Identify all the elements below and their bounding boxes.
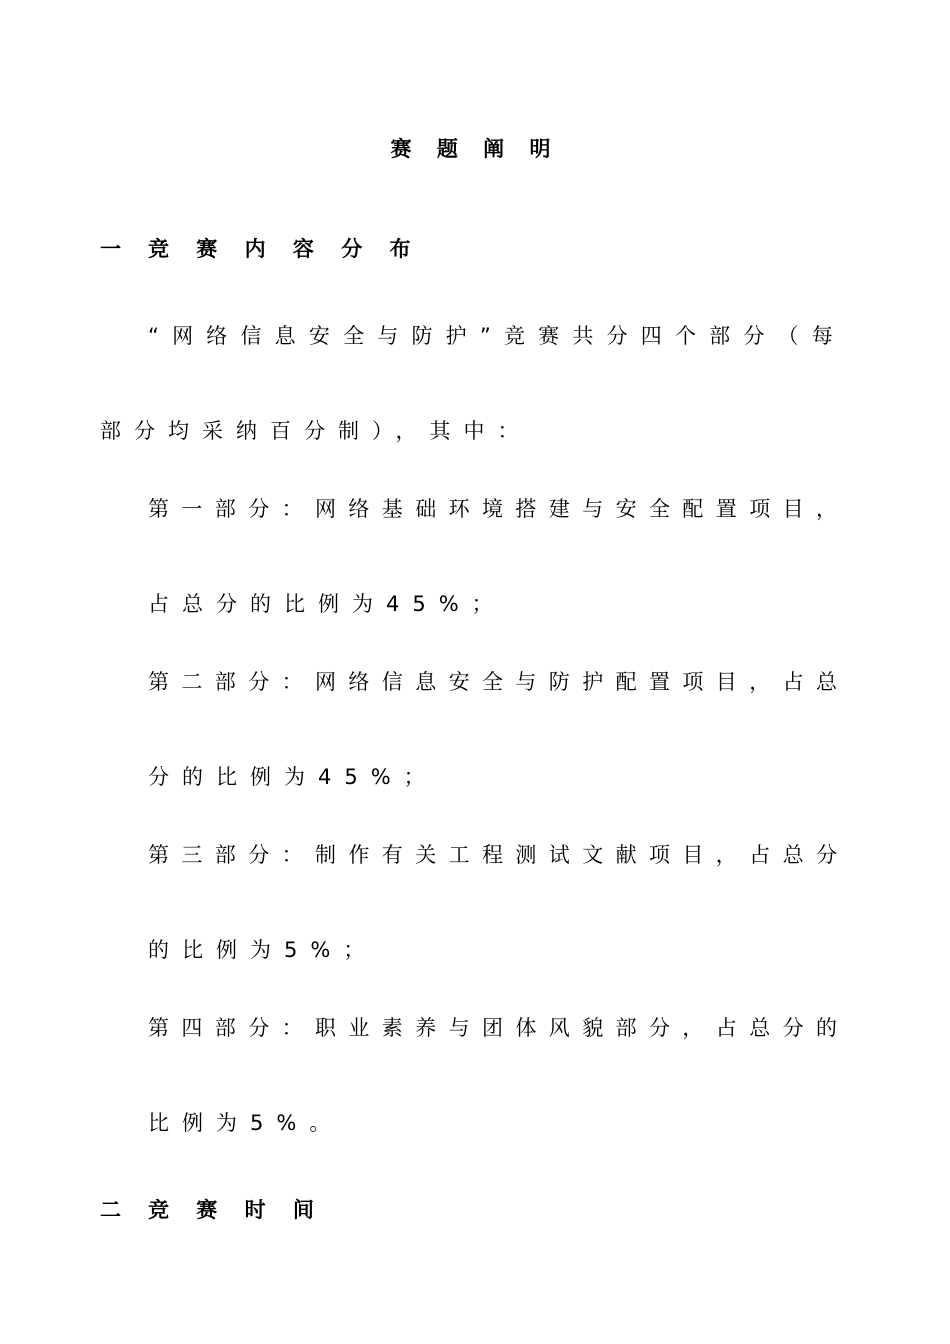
section-heading-2 <box>100 1195 324 1225</box>
part-2-line-1: 第二部分：网络信息安全与防护配置项目，占总 <box>148 670 850 694</box>
section-number-2: 二 <box>100 1198 121 1222</box>
part-1-line-1: 第一部分：网络基础环境搭建与安全配置项目， <box>148 497 850 521</box>
intro-paragraph-line-2: 部分均采纳百分制），其中： <box>100 419 532 443</box>
section-heading-1 <box>100 234 421 264</box>
part-3-line-1: 第三部分：制作有关工程测试文献项目，占总分 <box>148 843 850 867</box>
part-1-line-2: 占总分的比例为45%； <box>148 592 506 616</box>
part-4-line-1: 第四部分：职业素养与团体风貌部分，占总分的 <box>148 1016 850 1040</box>
intro-paragraph-line-1: “网络信息安全与防护”竞赛共分四个部分（每 <box>148 324 846 348</box>
part-2-line-2: 分的比例为45%； <box>148 765 438 789</box>
page-title: 赛 题 阐 明 <box>390 137 560 161</box>
section-title-1: 竞 赛 内 容 分 布 <box>148 237 421 261</box>
section-number-1: 一 <box>100 237 121 261</box>
part-4-line-2: 比例为5%。 <box>148 1111 344 1135</box>
section-title-2: 竞 赛 时 间 <box>148 1198 324 1222</box>
part-3-line-2: 的比例为5%； <box>148 938 378 962</box>
